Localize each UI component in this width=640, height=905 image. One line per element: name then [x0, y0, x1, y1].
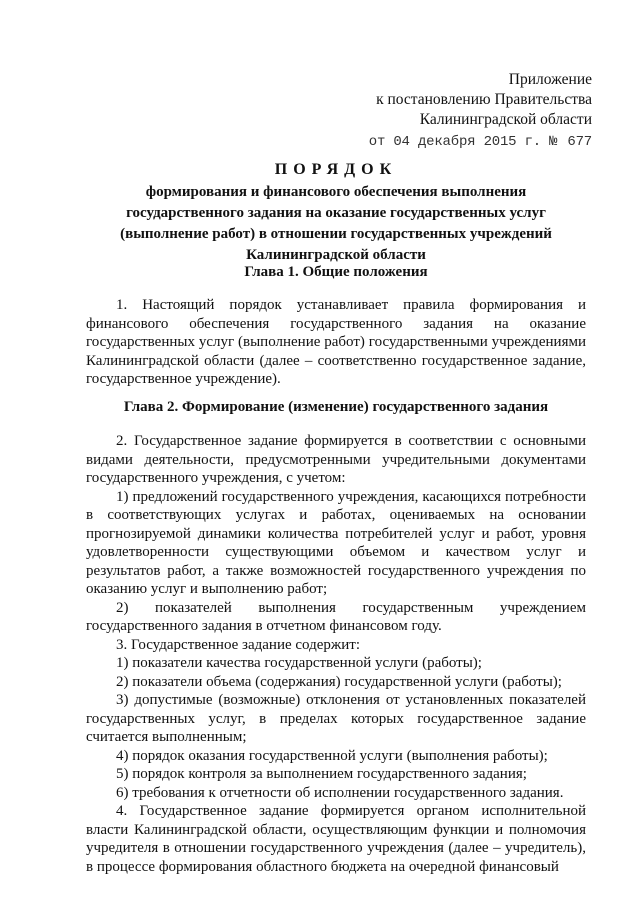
title-main: ПОРЯДОК: [274, 161, 398, 178]
paragraph: 2) показатели объема (содержания) государственной услуги (работы);: [116, 673, 562, 690]
paragraph: 4. Государственное задание формируется органом исполнительной власти Калининградской области, осуществляющим функции и полномочия учредителя в отношении государственного учреждения (далее – учредитель), в процессе формирования областного бюджета на очередной финансовый: [86, 803, 586, 875]
paragraph: 2. Государственное задание формируется в соответствии с основными видами деятельности, предусмотренными учредительными документами государственного учреждения, с учетом:: [86, 433, 586, 486]
paragraph: 2) показателей выполнения государственным учреждением государственного задания в отчетном финансовом году.: [86, 599, 586, 634]
appendix-line-1: Приложение: [508, 71, 592, 88]
paragraph: 3) допустимые (возможные) отклонения от установленных показателей государственных услуг, в пределах которых государственное задание считается выполненным;: [86, 692, 586, 745]
appendix-number: 677: [567, 134, 592, 150]
title-line-4: Калининградской области: [246, 247, 426, 263]
paragraph-1: 1. Настоящий порядок устанавливает правила формирования и финансового обеспечения государственного задания на оказание государственных услуг (выполнение работ) государственными учреждениями Калининградской области (далее – соответственно государственное задание, государственное учреждение).: [86, 297, 586, 387]
paragraph: 1) показатели качества государственной услуги (работы);: [116, 655, 482, 671]
chapter-1-heading: Глава 1. Общие положения: [244, 264, 428, 280]
appendix-date-line: [332, 132, 592, 152]
chapter-2-heading: Глава 2. Формирование (изменение) государственного задания: [123, 399, 549, 415]
appendix-line-3: Калининградской области: [419, 111, 592, 128]
title-line-2: государственного задания на оказание государственных услуг: [126, 205, 546, 221]
document-title: [86, 159, 586, 266]
paragraph: 5) порядок контроля за выполнением государственного задания;: [116, 766, 527, 782]
title-line-1: формирования и финансового обеспечения выполнения: [145, 184, 527, 200]
title-line-3: (выполнение работ) в отношении государственных учреждений: [120, 226, 552, 242]
paragraph: 1) предложений государственного учреждения, касающихся потребности в соответствующих услугах и работах, оцениваемых на основании прогнозируемой динамики количества потребителей услуг и работ, уровня удовлетворенности существующими объемом и качеством услуг и результатов работ, а также возможностей государственного учреждения по оказанию услуг и выполнению работ;: [86, 488, 586, 597]
paragraph: 6) требования к отчетности об исполнении государственного задания.: [116, 784, 564, 801]
paragraph: 4) порядок оказания государственной услуги (выполнения работы);: [116, 747, 548, 764]
paragraph: 3. Государственное задание содержит:: [116, 636, 361, 653]
appendix-date: от 04 декабря 2015 г. №: [368, 134, 558, 150]
appendix-line-2: к постановлению Правительства: [376, 91, 592, 108]
appendix-block: [332, 70, 592, 152]
chapter-2-body: [86, 432, 586, 876]
